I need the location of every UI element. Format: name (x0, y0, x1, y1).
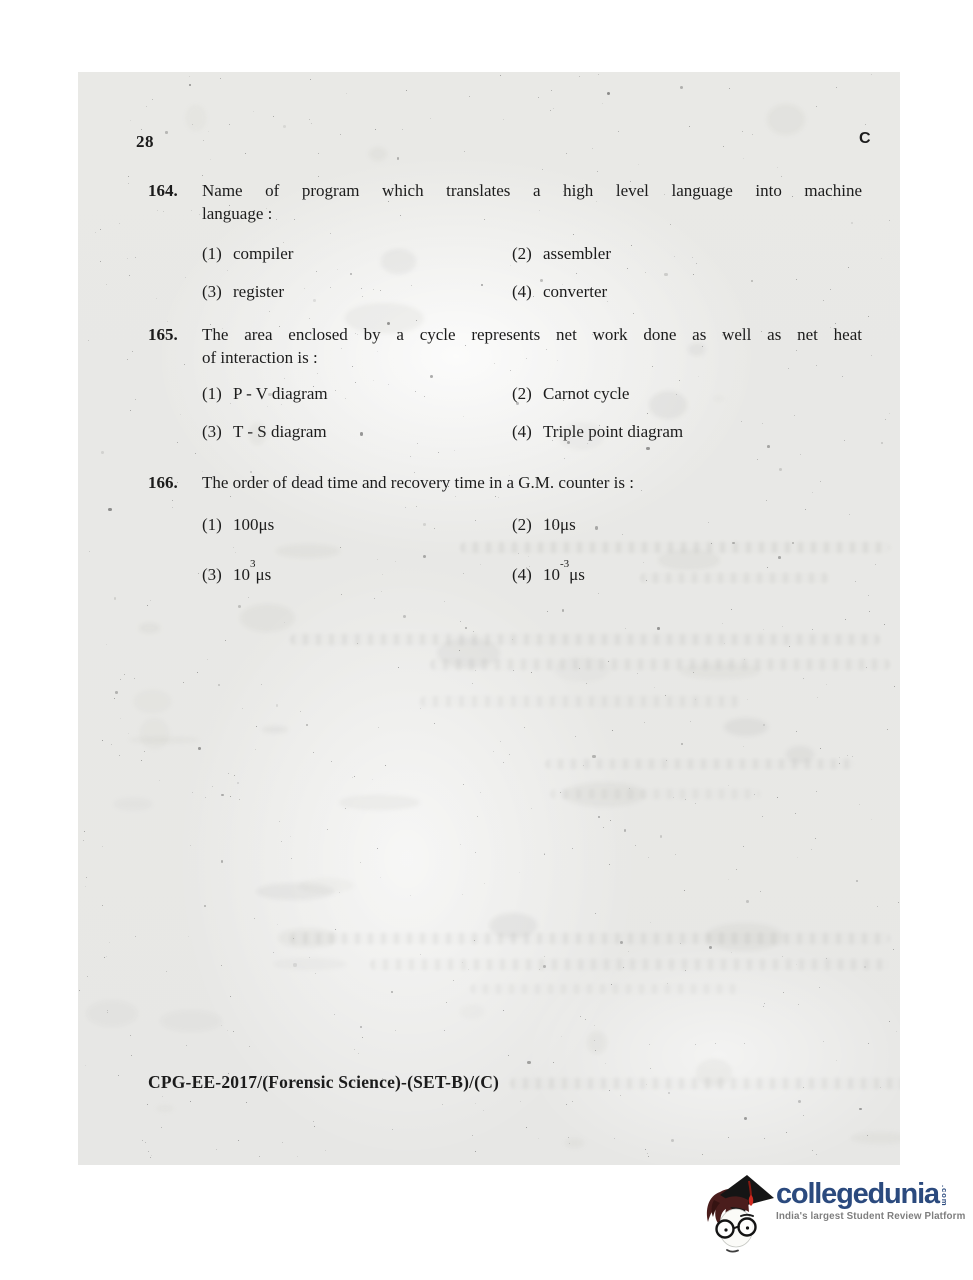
question-number: 164. (148, 181, 178, 200)
exam-page-scan (78, 72, 900, 1165)
page-number: 28 (136, 132, 154, 151)
question-text-line: Name of program which translates a high level language into machine (202, 181, 862, 200)
question-number: 166. (148, 473, 178, 492)
options-grid (202, 243, 862, 302)
option-label: register (233, 282, 284, 301)
option-label: Carnot cycle (543, 384, 630, 403)
question-text-line: of interaction is : (202, 348, 318, 367)
option-3: (3) register (202, 282, 284, 301)
option-1: (1) P - V diagram (202, 384, 328, 403)
question-number: 165. (148, 325, 178, 344)
bleed-through-smudge (370, 959, 890, 970)
bleed-through-smudge (290, 634, 880, 645)
question-text-line: The order of dead time and recovery time in a G.M. counter is : (202, 473, 634, 492)
set-letter: C (859, 130, 871, 147)
bleed-through-smudge (640, 573, 830, 583)
option-label: assembler (543, 244, 611, 263)
option-1: (1) 100μs (202, 515, 275, 534)
option-1: (1) compiler (202, 244, 294, 263)
question-text-line: language : (202, 204, 273, 223)
option-4: (4) Triple point diagram (512, 422, 684, 441)
brand-wordmark: collegedunia (776, 1178, 939, 1210)
option-label: 10μs (543, 515, 576, 534)
option-4: (4) $10^{-3}\mu s$ (512, 558, 585, 584)
option-label: P - V diagram (233, 384, 328, 403)
option-label: Triple point diagram (543, 422, 684, 441)
collegedunia-mascot-icon (700, 1170, 774, 1256)
option-3: (3) $10^3\mu s$ (202, 558, 272, 584)
question-164 (148, 179, 864, 302)
option-label: T - S diagram (233, 422, 327, 441)
option-label: compiler (233, 244, 294, 263)
brand-tld: .com (939, 1185, 949, 1207)
bleed-through-smudge (420, 696, 740, 707)
option-2: (2) assembler (512, 244, 611, 263)
bleed-through-smudge (290, 933, 890, 944)
bleed-through-smudge (430, 659, 890, 670)
question-166 (148, 471, 864, 585)
paper-code: CPG-EE-2017/(Forensic Science)-(SET-B)/(C) (148, 1072, 500, 1092)
option-label: converter (543, 282, 608, 301)
option-label: $10^{-3}\mu s$ (543, 558, 585, 584)
option-3: (3) T - S diagram (202, 422, 327, 441)
collegedunia-logo (700, 1170, 966, 1258)
brand-tagline: India's largest Student Review Platform (776, 1211, 966, 1222)
question-text-line: The area enclosed by a cycle represents net work done as well as net heat (202, 325, 862, 344)
option-4: (4) converter (512, 282, 608, 301)
option-2: (2) Carnot cycle (512, 384, 630, 403)
options-grid (202, 383, 862, 442)
option-label: $10^3\mu s$ (233, 558, 272, 584)
bleed-through-smudge (470, 984, 740, 994)
option-label: 100μs (233, 515, 275, 534)
option-2: (2) 10μs (512, 515, 576, 534)
